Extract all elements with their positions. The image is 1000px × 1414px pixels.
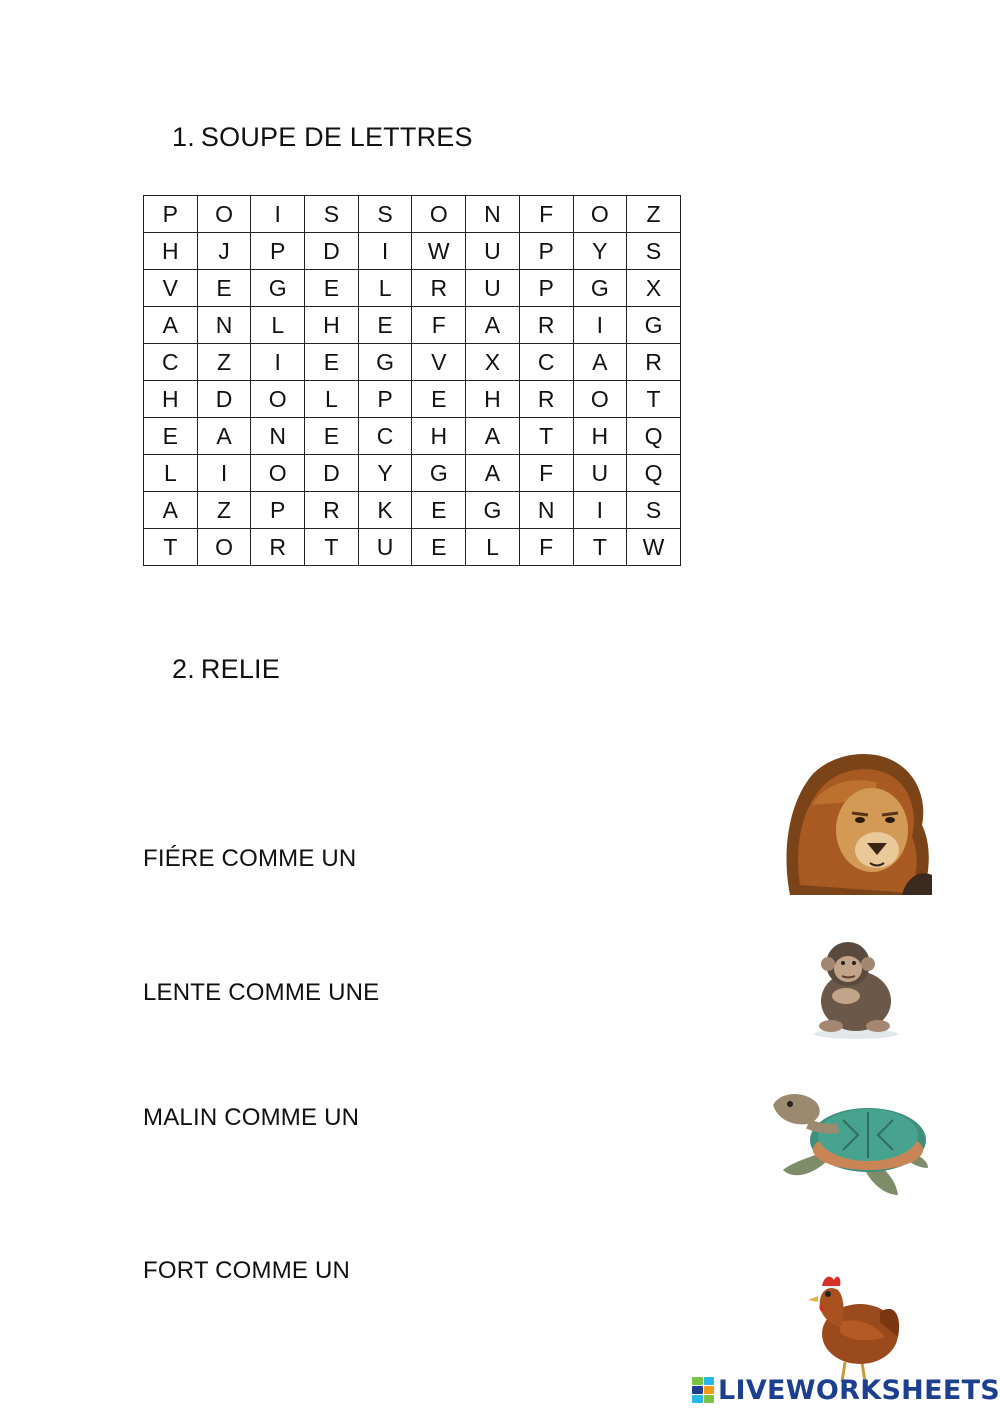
grid-cell[interactable]: X bbox=[627, 270, 681, 307]
word-search-grid bbox=[143, 195, 681, 566]
grid-cell[interactable]: N bbox=[251, 418, 305, 455]
grid-cell[interactable]: O bbox=[412, 196, 466, 233]
section-heading-1 bbox=[172, 122, 473, 153]
grid-cell[interactable]: S bbox=[627, 492, 681, 529]
grid-cell[interactable]: U bbox=[466, 233, 520, 270]
grid-cell[interactable]: I bbox=[251, 196, 305, 233]
grid-cell[interactable]: U bbox=[573, 455, 627, 492]
grid-cell[interactable]: E bbox=[305, 344, 359, 381]
grid-cell[interactable]: Z bbox=[197, 344, 251, 381]
grid-cell[interactable]: O bbox=[251, 381, 305, 418]
grid-cell[interactable]: D bbox=[197, 381, 251, 418]
grid-cell[interactable]: I bbox=[251, 344, 305, 381]
liveworksheets-logo[interactable] bbox=[692, 1373, 1000, 1407]
grid-cell[interactable]: Y bbox=[358, 455, 412, 492]
grid-cell[interactable]: W bbox=[627, 529, 681, 566]
grid-cell[interactable]: X bbox=[466, 344, 520, 381]
grid-row bbox=[144, 196, 681, 233]
grid-cell[interactable]: U bbox=[358, 529, 412, 566]
grid-cell[interactable]: Z bbox=[197, 492, 251, 529]
grid-cell[interactable]: T bbox=[627, 381, 681, 418]
grid-cell[interactable]: P bbox=[519, 270, 573, 307]
grid-cell[interactable]: O bbox=[573, 381, 627, 418]
grid-cell[interactable]: Y bbox=[573, 233, 627, 270]
grid-cell[interactable]: R bbox=[519, 381, 573, 418]
grid-cell[interactable]: T bbox=[144, 529, 198, 566]
grid-cell[interactable]: E bbox=[412, 529, 466, 566]
section-title: SOUPE DE LETTRES bbox=[200, 122, 473, 152]
grid-cell[interactable]: H bbox=[144, 233, 198, 270]
grid-cell[interactable]: O bbox=[251, 455, 305, 492]
grid-cell[interactable]: P bbox=[519, 233, 573, 270]
grid-cell[interactable]: H bbox=[466, 381, 520, 418]
grid-cell[interactable]: N bbox=[197, 307, 251, 344]
grid-cell[interactable]: A bbox=[466, 418, 520, 455]
grid-cell[interactable]: P bbox=[358, 381, 412, 418]
grid-cell[interactable]: E bbox=[412, 492, 466, 529]
phrase-item[interactable]: LENTE COMME UNE bbox=[143, 979, 380, 1006]
section-number: 2. bbox=[172, 654, 195, 684]
grid-cell[interactable]: J bbox=[197, 233, 251, 270]
turtle-image[interactable] bbox=[768, 1080, 933, 1200]
phrase-item[interactable]: FORT COMME UN bbox=[143, 1257, 351, 1284]
grid-cell[interactable]: I bbox=[573, 307, 627, 344]
grid-cell[interactable]: G bbox=[412, 455, 466, 492]
grid-cell[interactable]: F bbox=[412, 307, 466, 344]
grid-cell[interactable]: C bbox=[358, 418, 412, 455]
grid-row bbox=[144, 418, 681, 455]
grid-cell[interactable]: A bbox=[466, 307, 520, 344]
grid-cell[interactable]: F bbox=[519, 529, 573, 566]
grid-cell[interactable]: A bbox=[144, 307, 198, 344]
grid-cell[interactable]: F bbox=[519, 196, 573, 233]
grid-row bbox=[144, 233, 681, 270]
grid-cell[interactable]: L bbox=[144, 455, 198, 492]
grid-cell[interactable]: R bbox=[627, 344, 681, 381]
grid-row bbox=[144, 381, 681, 418]
grid-cell[interactable]: P bbox=[251, 233, 305, 270]
grid-cell[interactable]: I bbox=[197, 455, 251, 492]
grid-cell[interactable]: Q bbox=[627, 455, 681, 492]
grid-cell[interactable]: G bbox=[627, 307, 681, 344]
grid-row bbox=[144, 270, 681, 307]
section-heading-2 bbox=[172, 654, 280, 685]
grid-cell[interactable]: O bbox=[573, 196, 627, 233]
section-title: RELIE bbox=[200, 654, 280, 684]
grid-cell[interactable]: S bbox=[305, 196, 359, 233]
grid-cell[interactable]: T bbox=[519, 418, 573, 455]
grid-cell[interactable]: E bbox=[197, 270, 251, 307]
chimpanzee-image[interactable] bbox=[806, 936, 906, 1040]
grid-cell[interactable]: E bbox=[358, 307, 412, 344]
grid-cell[interactable]: V bbox=[144, 270, 198, 307]
grid-cell[interactable]: A bbox=[573, 344, 627, 381]
logo-blocks-icon bbox=[692, 1377, 714, 1403]
grid-cell[interactable]: L bbox=[251, 307, 305, 344]
grid-cell[interactable]: H bbox=[573, 418, 627, 455]
grid-cell[interactable]: E bbox=[144, 418, 198, 455]
grid-cell[interactable]: H bbox=[412, 418, 466, 455]
grid-cell[interactable]: D bbox=[305, 233, 359, 270]
grid-cell[interactable]: I bbox=[573, 492, 627, 529]
grid-row bbox=[144, 529, 681, 566]
grid-cell[interactable]: R bbox=[412, 270, 466, 307]
grid-cell[interactable]: F bbox=[519, 455, 573, 492]
grid-cell[interactable]: O bbox=[197, 529, 251, 566]
grid-cell[interactable]: G bbox=[251, 270, 305, 307]
grid-cell[interactable]: N bbox=[466, 196, 520, 233]
grid-row bbox=[144, 344, 681, 381]
grid-cell[interactable]: L bbox=[358, 270, 412, 307]
grid-cell[interactable]: K bbox=[358, 492, 412, 529]
grid-cell[interactable]: W bbox=[412, 233, 466, 270]
grid-cell[interactable]: A bbox=[144, 492, 198, 529]
phrase-item[interactable]: FIÉRE COMME UN bbox=[143, 845, 357, 872]
grid-cell[interactable]: A bbox=[197, 418, 251, 455]
grid-cell[interactable]: L bbox=[466, 529, 520, 566]
grid-cell[interactable]: E bbox=[412, 381, 466, 418]
grid-cell[interactable]: E bbox=[305, 270, 359, 307]
section-number: 1. bbox=[172, 122, 195, 152]
grid-cell[interactable]: G bbox=[358, 344, 412, 381]
grid-row bbox=[144, 455, 681, 492]
grid-cell[interactable]: N bbox=[519, 492, 573, 529]
grid-cell[interactable]: D bbox=[305, 455, 359, 492]
grid-cell[interactable]: Z bbox=[627, 196, 681, 233]
grid-cell[interactable]: T bbox=[573, 529, 627, 566]
grid-cell[interactable]: H bbox=[305, 307, 359, 344]
hen-image[interactable] bbox=[800, 1262, 905, 1387]
grid-cell[interactable]: O bbox=[197, 196, 251, 233]
grid-cell[interactable]: U bbox=[466, 270, 520, 307]
logo-text: LIVEWORKSHEETS bbox=[718, 1374, 1000, 1406]
grid-cell[interactable]: T bbox=[305, 529, 359, 566]
grid-cell[interactable]: L bbox=[305, 381, 359, 418]
grid-cell[interactable]: E bbox=[305, 418, 359, 455]
grid-cell[interactable]: R bbox=[519, 307, 573, 344]
grid-cell[interactable]: G bbox=[573, 270, 627, 307]
grid-cell[interactable]: P bbox=[251, 492, 305, 529]
grid-cell[interactable]: R bbox=[305, 492, 359, 529]
grid-row bbox=[144, 307, 681, 344]
grid-cell[interactable]: V bbox=[412, 344, 466, 381]
grid-cell[interactable]: C bbox=[144, 344, 198, 381]
phrase-item[interactable]: MALIN COMME UN bbox=[143, 1104, 360, 1131]
grid-cell[interactable]: P bbox=[144, 196, 198, 233]
grid-cell[interactable]: G bbox=[466, 492, 520, 529]
grid-cell[interactable]: R bbox=[251, 529, 305, 566]
grid-cell[interactable]: S bbox=[358, 196, 412, 233]
grid-cell[interactable]: C bbox=[519, 344, 573, 381]
grid-cell[interactable]: I bbox=[358, 233, 412, 270]
grid-cell[interactable]: S bbox=[627, 233, 681, 270]
lion-image[interactable] bbox=[782, 745, 932, 895]
grid-cell[interactable]: H bbox=[144, 381, 198, 418]
grid-row bbox=[144, 492, 681, 529]
grid-cell[interactable]: Q bbox=[627, 418, 681, 455]
grid-cell[interactable]: A bbox=[466, 455, 520, 492]
